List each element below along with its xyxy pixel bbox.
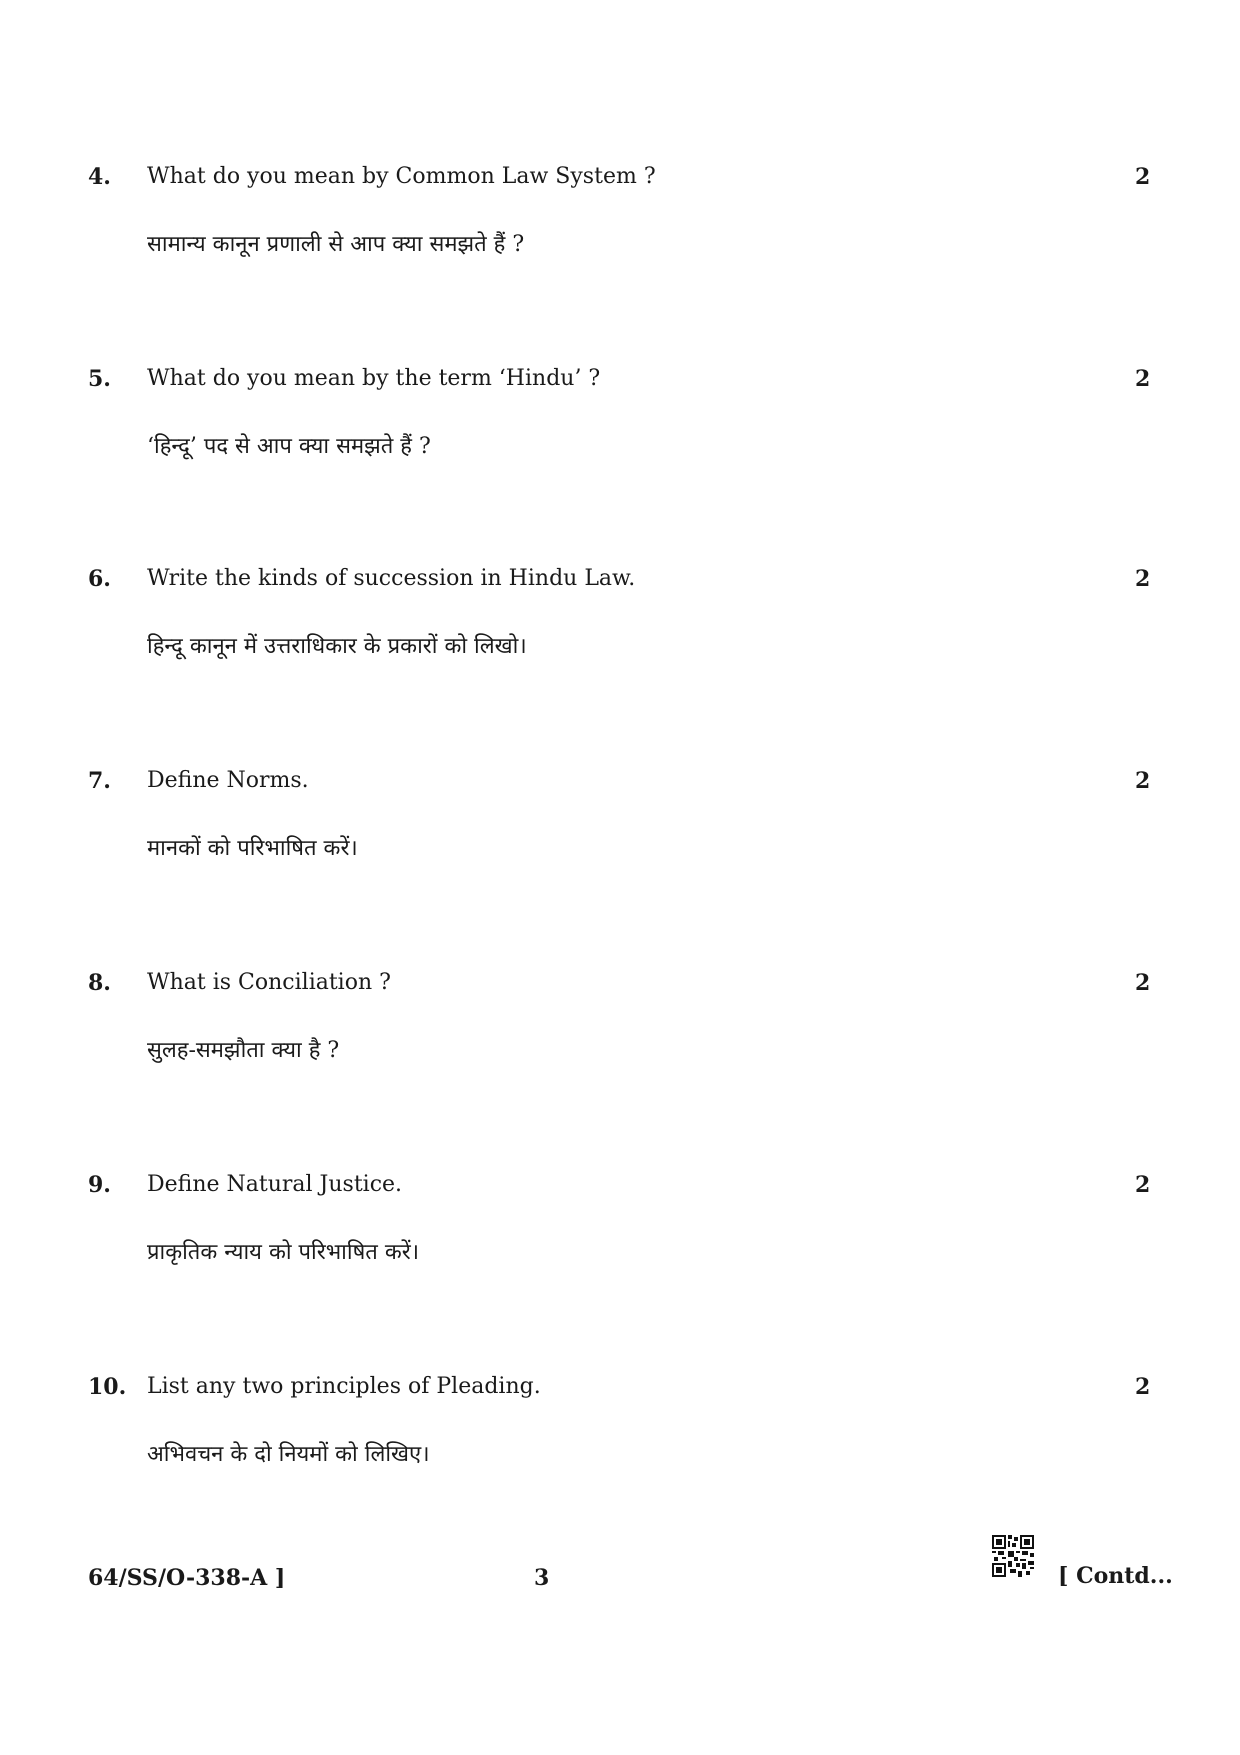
- question: [0, 966, 1240, 1076]
- question-text-hindi: हिन्दू कानून में उत्तराधिकार के प्रकारों को लिखो।: [147, 634, 527, 659]
- question: [0, 764, 1240, 874]
- question: [0, 562, 1240, 672]
- continued-label: [ Contd...: [1058, 1563, 1173, 1589]
- question-text-english: Write the kinds of succession in Hindu Law.: [147, 566, 636, 591]
- question-marks: 2: [1135, 366, 1151, 392]
- paper-code: 64/SS/O-338-A ]: [88, 1565, 286, 1591]
- question-text-hindi: मानकों को परिभाषित करें।: [147, 836, 358, 861]
- question-number: 9.: [88, 1172, 111, 1198]
- question-marks: 2: [1135, 768, 1151, 794]
- question-marks: 2: [1135, 970, 1151, 996]
- question-marks: 2: [1135, 1172, 1151, 1198]
- question-marks: 2: [1135, 164, 1151, 190]
- question-number: 7.: [88, 768, 111, 794]
- qr-code-icon: [992, 1535, 1034, 1577]
- question-text-hindi: प्राकृतिक न्याय को परिभाषित करें।: [147, 1240, 420, 1265]
- question-number: 6.: [88, 566, 111, 592]
- question-number: 8.: [88, 970, 111, 996]
- question-text-english: What is Conciliation ?: [147, 970, 391, 995]
- question-text-english: Define Norms.: [147, 768, 309, 793]
- question: [0, 362, 1240, 472]
- question-text-english: Define Natural Justice.: [147, 1172, 403, 1197]
- question-text-english: What do you mean by Common Law System ?: [147, 164, 656, 189]
- page-footer: [0, 1535, 1240, 1615]
- question-number: 10.: [88, 1374, 127, 1400]
- question: [0, 160, 1240, 270]
- question-number: 4.: [88, 164, 111, 190]
- question-text-english: What do you mean by the term ‘Hindu’ ?: [147, 366, 601, 391]
- question-marks: 2: [1135, 566, 1151, 592]
- page-number: 3: [534, 1565, 550, 1591]
- question-number: 5.: [88, 366, 111, 392]
- question-text-hindi: ‘हिन्दू’ पद से आप क्या समझते हैं ?: [147, 434, 431, 459]
- question: [0, 1168, 1240, 1278]
- question-marks: 2: [1135, 1374, 1151, 1400]
- question-text-hindi: सामान्य कानून प्रणाली से आप क्या समझते हैं ?: [147, 232, 525, 257]
- question-text-hindi: अभिवचन के दो नियमों को लिखिए।: [147, 1442, 430, 1467]
- question-text-hindi: सुलह-समझौता क्या है ?: [147, 1038, 340, 1063]
- question: [0, 1370, 1240, 1480]
- question-text-english: List any two principles of Pleading.: [147, 1374, 541, 1399]
